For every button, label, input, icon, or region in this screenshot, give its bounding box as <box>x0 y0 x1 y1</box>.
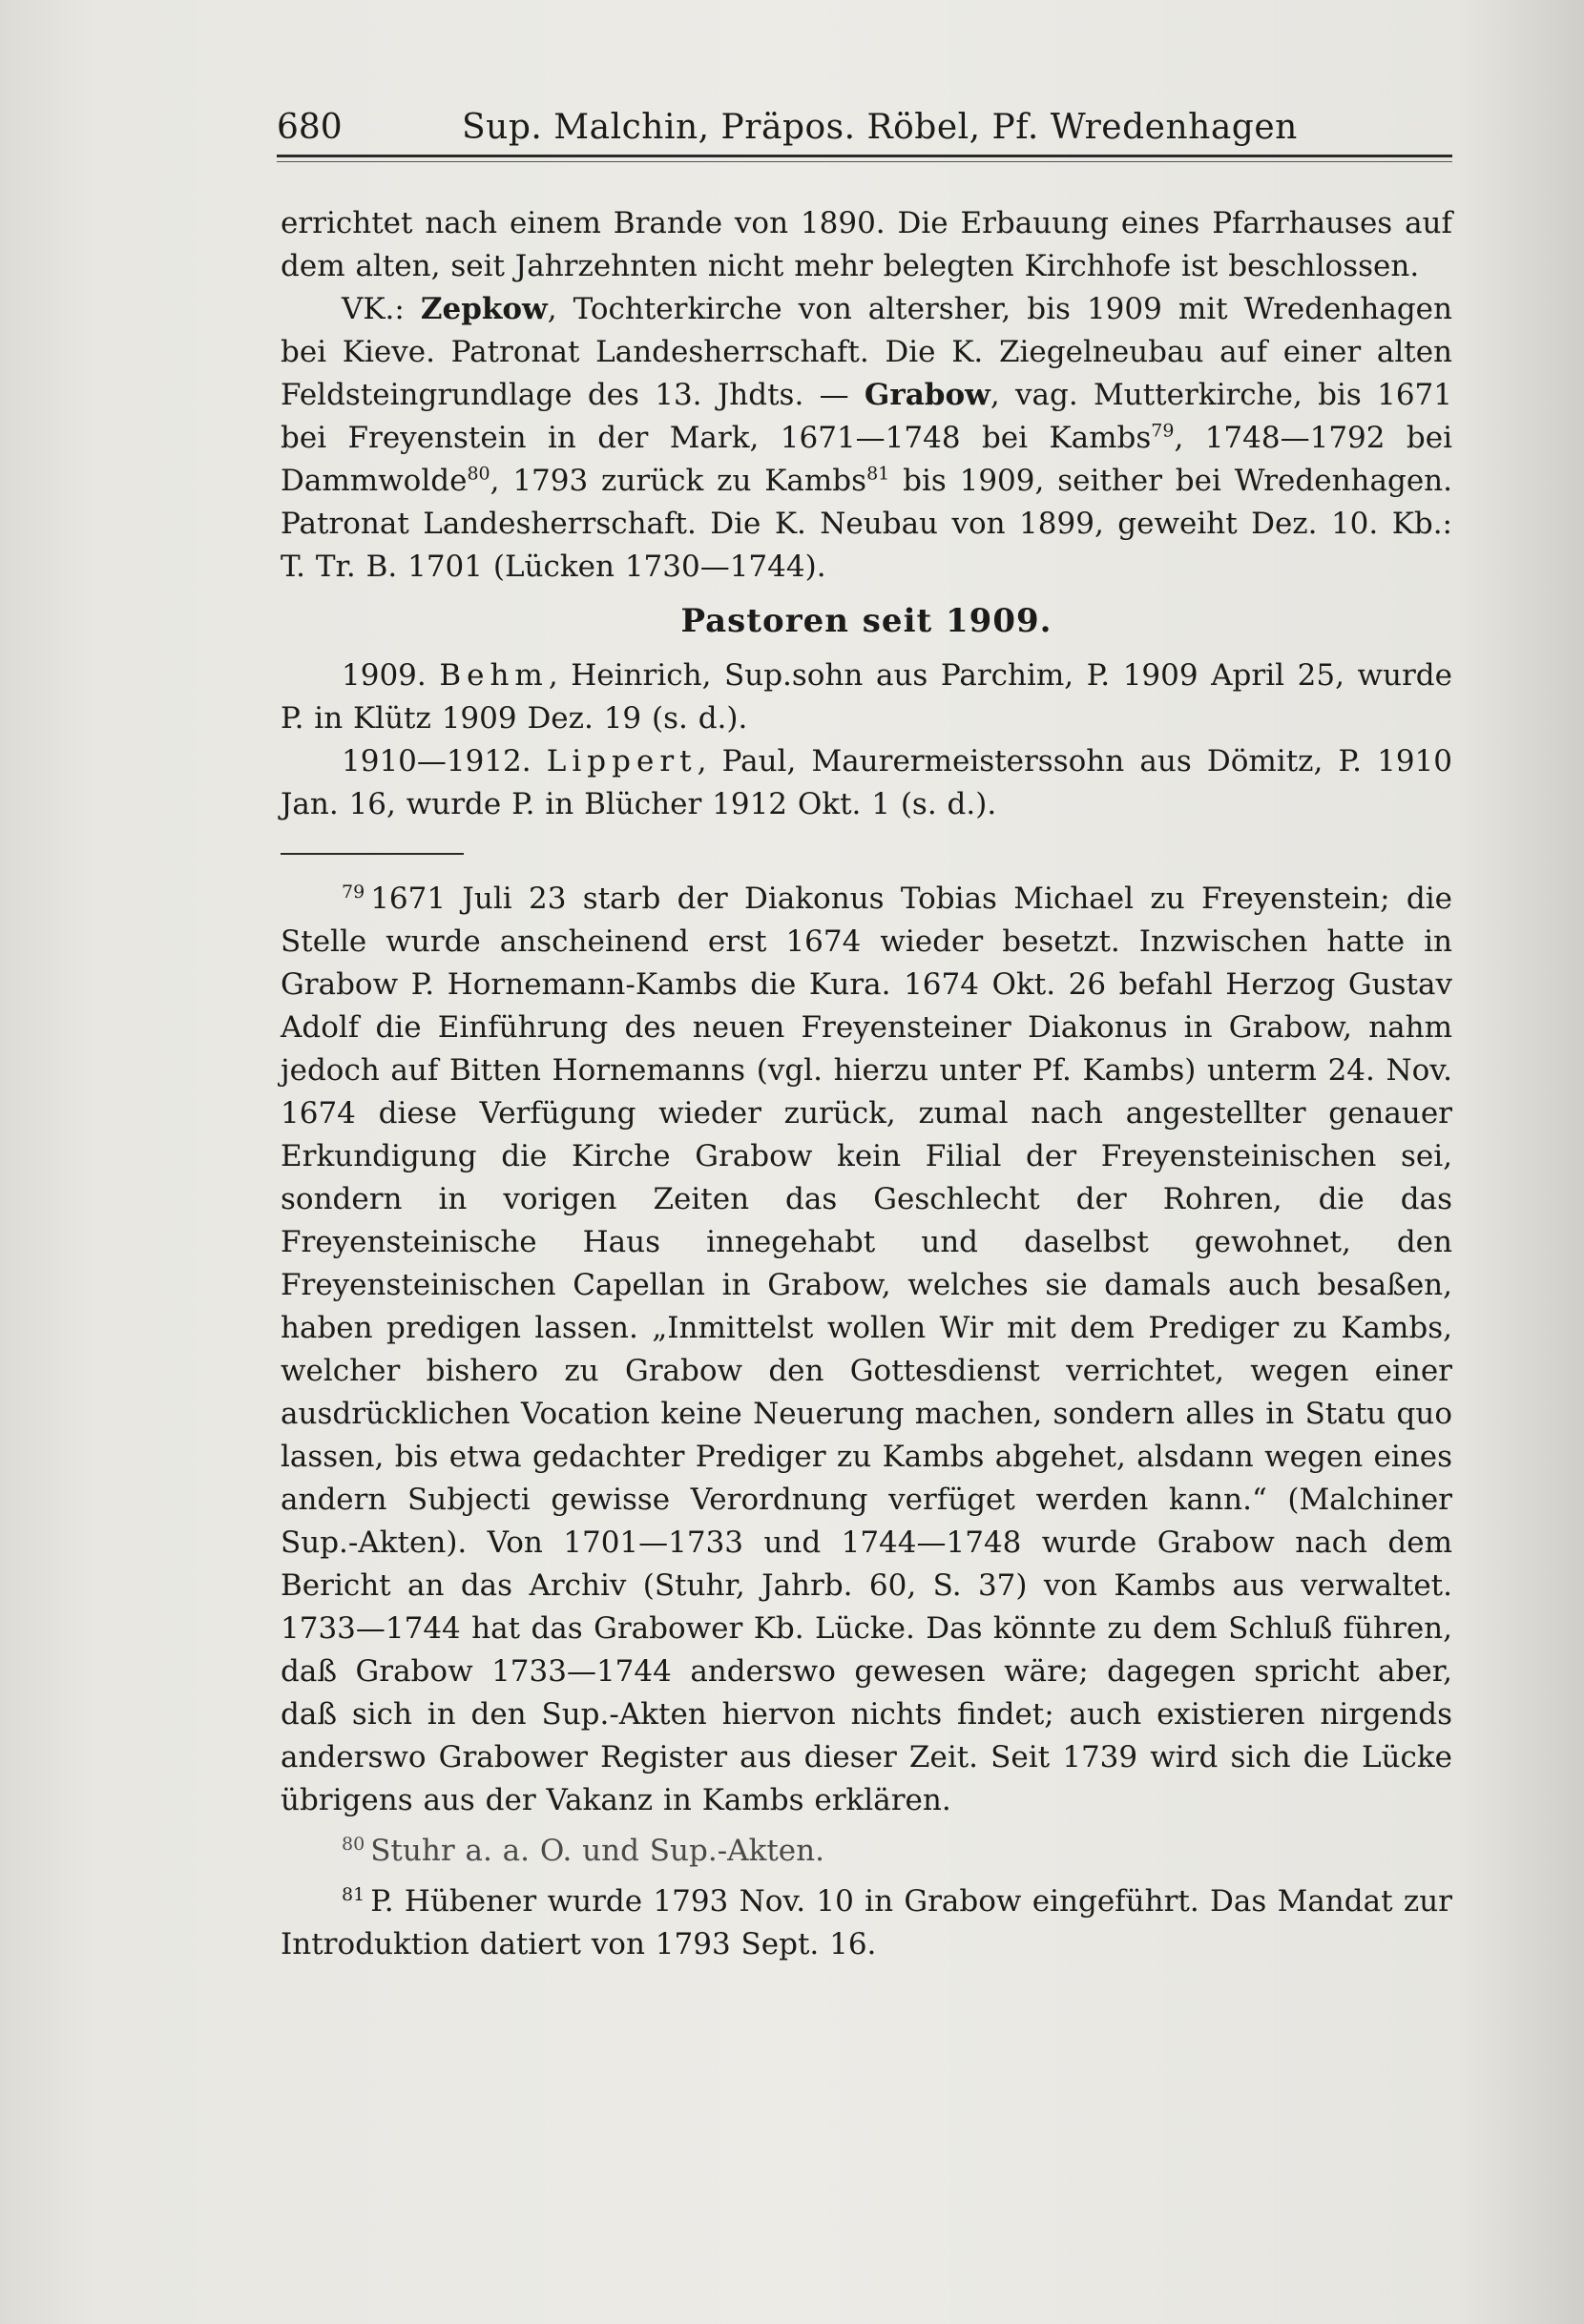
page-header <box>277 103 1452 153</box>
vk-text-1: , Tochterkirche von altersher, bis 1909 mit Wredenhagen bei Kieve. Patronat Landesherrschaft. Die K. Ziegelneubau auf einer alten Feldsteingrundlage des 13. Jhdts. — <box>281 292 1452 412</box>
pastor-details: , Paul, Maurermeisterssohn aus Dömitz, P. 1910 Jan. 16, wurde P. in Blücher 1912 Okt. 1 (s. d.). <box>281 744 1452 821</box>
footnote-mark: 79 <box>342 881 365 903</box>
footnote-separator <box>281 853 464 855</box>
vk-text-5: bis 1909, seither bei Wredenhagen. Patronat Landesherrschaft. Die K. Neubau von 1899, geweiht Dez. 10. Kb.: T. Tr. B. 1701 (Lücken 1730—1744). <box>281 464 1452 584</box>
place-grabow: Grabow <box>864 378 990 412</box>
pastor-years: 1909. <box>342 658 427 693</box>
footnote-ref-79[interactable]: 79 <box>1151 420 1175 442</box>
page-number: 680 <box>277 108 343 147</box>
pastor-name: Lippert <box>546 744 698 778</box>
footnote-mark: 80 <box>342 1833 365 1855</box>
intro-paragraph: errichtet nach einem Brande von 1890. Die Erbauung eines Pfarrhauses auf dem alten, seit Jahrzehnten nicht mehr belegten Kirchhofe ist beschlossen. <box>281 206 1452 283</box>
vk-paragraph <box>281 288 1452 589</box>
footnote-ref-80[interactable]: 80 <box>467 463 490 485</box>
pastor-entry-lippert <box>281 740 1452 826</box>
pastor-name: Behm <box>439 658 549 693</box>
vk-text-2: , vag. Mutterkirche, bis 1671 bei Freyenstein in der Mark, 1671—1748 bei Kambs <box>281 378 1452 455</box>
header-rule-thin <box>277 161 1452 162</box>
footnote-text: 1671 Juli 23 starb der Diakonus Tobias Michael zu Freyenstein; die Stelle wurde anscheinend erst 1674 wieder besetzt. Inzwischen hatte in Grabow P. Hornemann-Kambs die Kura. 1674 Okt. 26 befahl Herzog Gustav Adolf die Einführung des neuen Freyensteiner Diakonus in Grabow, nahm jedoch auf Bitten Hornemanns (vgl. hierzu unter Pf. Kambs) unterm 24. Nov. 1674 diese Verfügung wieder zurück, zumal nach angestellter genauer Erkundigung die Kirche Grabow kein Filial der Freyensteinischen sei, sondern in vorigen Zeiten das Geschlecht der Rohren, die das Freyensteinische Haus innegehabt und daselbst gewohnet, den Freyensteinischen Capellan in Grabow, welches sie damals auch besaßen, haben predigen lassen. „Inmittelst wollen Wir mit dem Prediger zu Kambs, welcher bishero zu Grabow den Gottesdienst verrichtet, wegen einer ausdrücklichen Vocation keine Neuerung machen, sondern alles in Statu quo lassen, bis etwa gedachter Prediger zu Kambs abgehet, alsdann wegen eines andern Subjecti gewisse Verordnung verfüget werden kann.“ (Malchiner Sup.-Akten). Von 1701—1733 und 1744—1748 wurde Grabow nach dem Bericht an das Archiv (Stuhr, Jahrb. 60, S. 37) von Kambs aus verwaltet. 1733—1744 hat das Grabower Kb. Lücke. Das könnte zu dem Schluß führen, daß Grabow 1733—1744 anderswo gewesen wäre; dagegen spricht aber, daß sich in den Sup.-Akten hiervon nichts findet; auch existieren nirgends anderswo Grabower Register aus dieser Zeit. Seit 1739 wird sich die Lücke übrigens aus der Vakanz in Kambs erklären. <box>281 882 1452 1817</box>
footnote-81 <box>281 1880 1452 1966</box>
footnote-79 <box>281 878 1452 1822</box>
vk-prefix: VK.: <box>342 292 421 326</box>
running-title: Sup. Malchin, Präpos. Röbel, Pf. Wredenhagen <box>462 108 1298 147</box>
header-rule <box>277 155 1452 157</box>
section-heading-pastors: Pastoren seit 1909. <box>680 602 1053 640</box>
place-zepkow: Zepkow <box>420 292 548 326</box>
footnote-text: Stuhr a. a. O. und Sup.-Akten. <box>370 1834 824 1868</box>
pastor-years: 1910—1912. <box>342 744 531 778</box>
vk-text-3: , 1748—1792 bei Dammwolde <box>281 421 1453 498</box>
main-text <box>281 202 1452 1974</box>
footnote-mark: 81 <box>342 1883 365 1905</box>
footnote-80 <box>281 1830 1452 1873</box>
vk-text-4: , 1793 zurück zu Kambs <box>490 464 867 498</box>
pastor-entry-behm <box>281 654 1452 740</box>
footnote-text: P. Hübener wurde 1793 Nov. 10 in Grabow eingeführt. Das Mandat zur Introduktion datiert von 1793 Sept. 16. <box>281 1884 1452 1961</box>
footnotes <box>281 878 1452 1966</box>
footnote-ref-81[interactable]: 81 <box>866 463 890 485</box>
pastor-details: , Heinrich, Sup.sohn aus Parchim, P. 1909 April 25, wurde P. in Klütz 1909 Dez. 19 (s. d.). <box>281 658 1452 736</box>
